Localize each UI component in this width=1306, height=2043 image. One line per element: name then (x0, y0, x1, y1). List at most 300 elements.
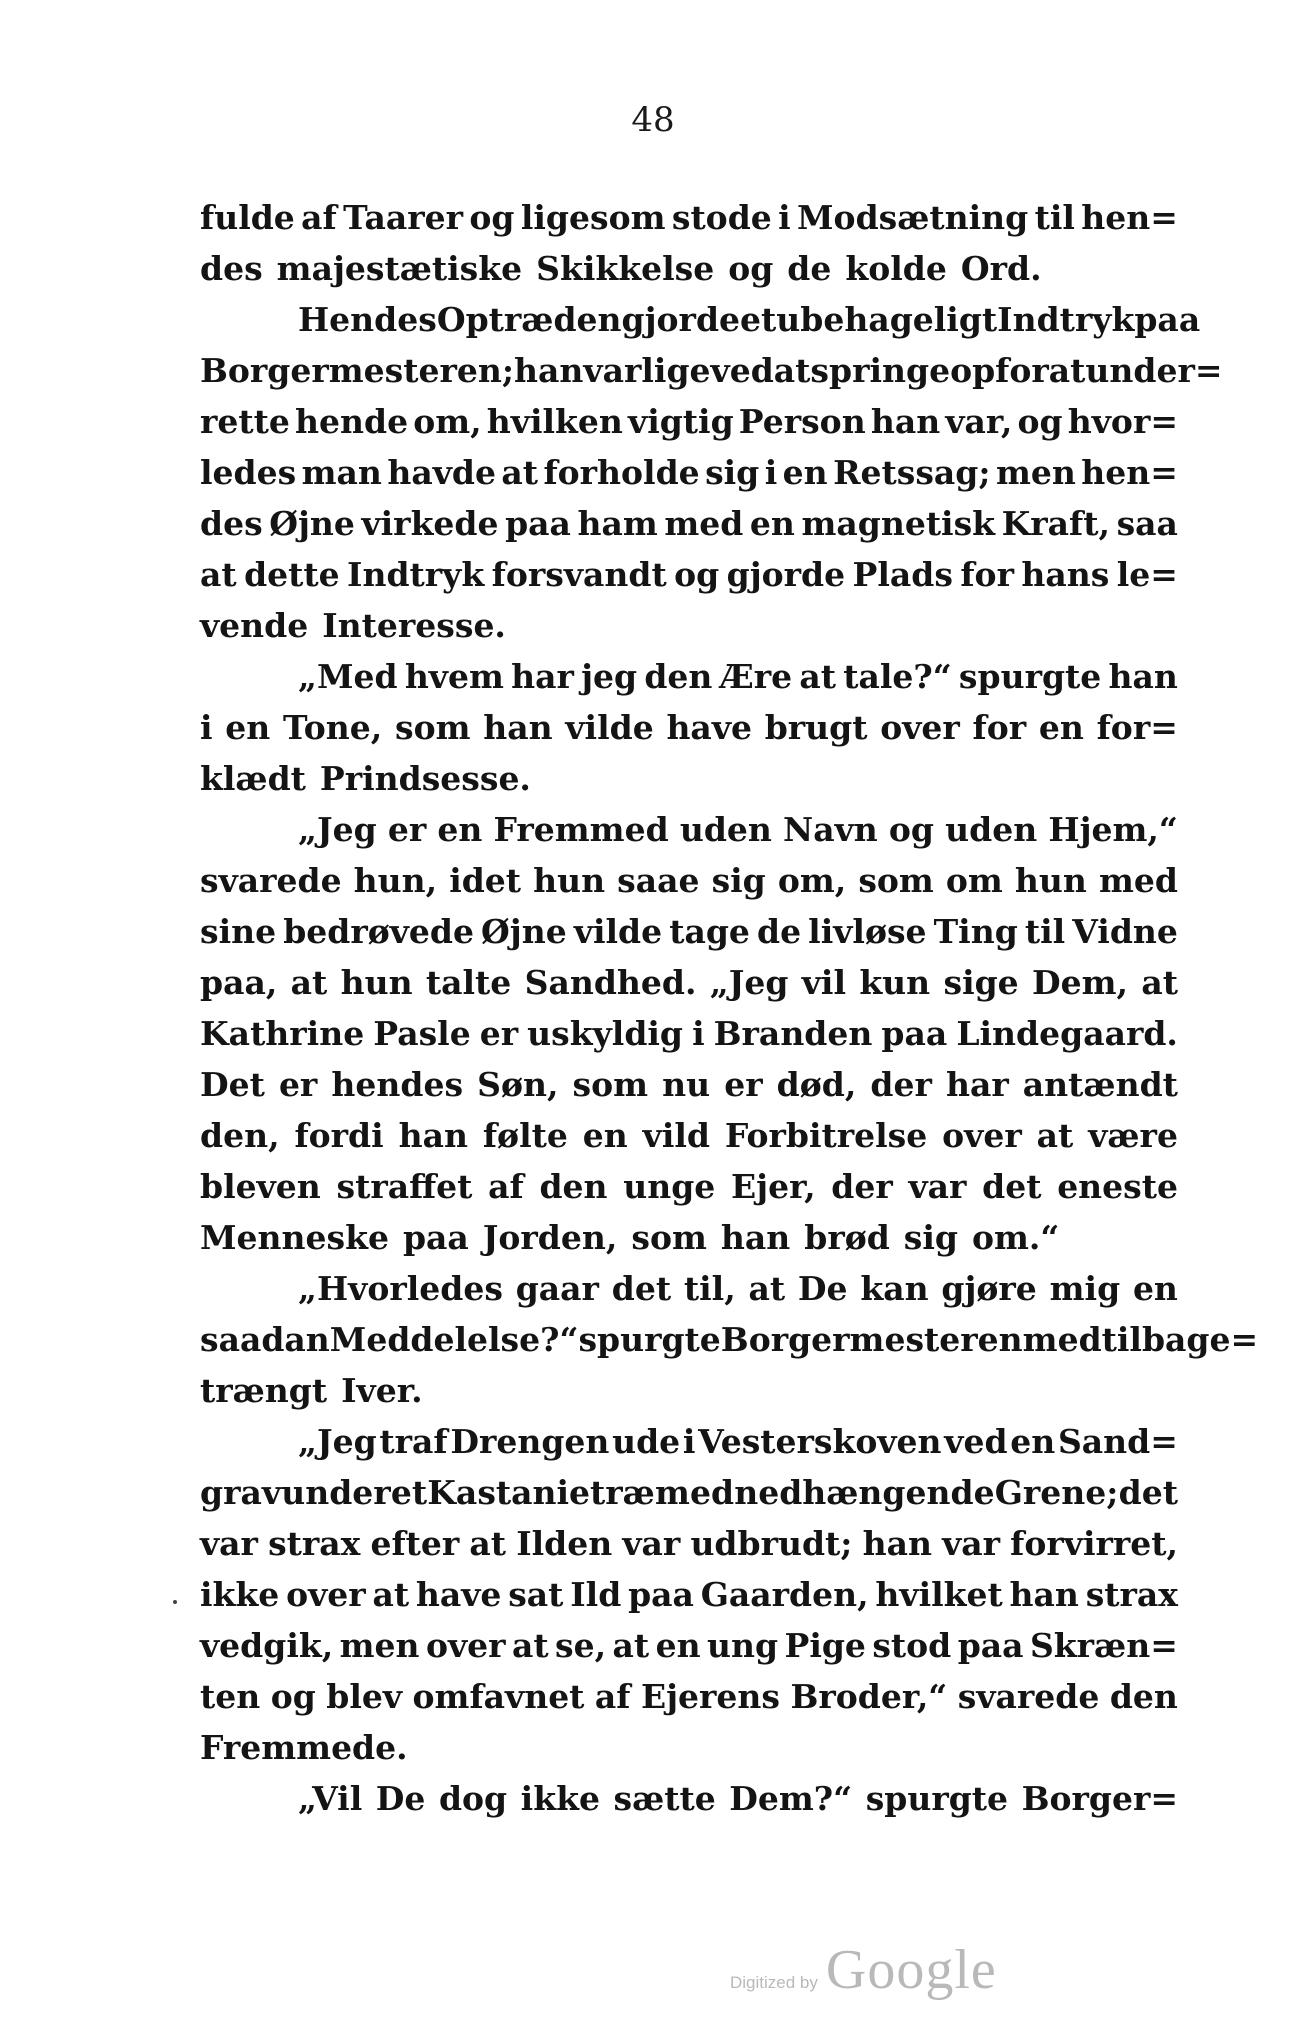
text-line (200, 1008, 1178, 1059)
word: til, (683, 1269, 736, 1308)
word: han (1009, 1575, 1079, 1614)
word: Taarer (343, 198, 464, 237)
word: sine (200, 912, 277, 951)
word: Kastanietræ (427, 1473, 655, 1512)
word: havde (387, 453, 496, 492)
word: hvilket (875, 1575, 1003, 1614)
word: at (200, 555, 237, 594)
word: at (1048, 351, 1086, 390)
word: om, (413, 402, 482, 441)
word: Indtryk (347, 555, 485, 594)
word: spurgte (865, 1779, 1009, 1818)
word: Person (738, 402, 866, 441)
word: Øjne (481, 912, 567, 951)
word: dog (438, 1779, 508, 1818)
word: Ære (719, 657, 793, 696)
text-line (200, 294, 1201, 345)
word: Skræn= (1029, 1626, 1178, 1665)
word: saadan (200, 1320, 330, 1359)
word: Interesse. (322, 606, 506, 645)
word: Drengen (450, 1422, 610, 1461)
text-line (200, 702, 1178, 753)
word: gaar (515, 1269, 599, 1308)
word: sige (943, 963, 1019, 1002)
word: at (511, 1626, 549, 1665)
word: at (1036, 1116, 1074, 1155)
word: eneste (1057, 1167, 1178, 1206)
text-line (200, 651, 1178, 702)
word: at (1141, 963, 1178, 1002)
word: ved (944, 1422, 1008, 1461)
word: Navn (783, 810, 878, 849)
word: han (483, 708, 553, 747)
word: straffet (336, 1167, 473, 1206)
word: „Jeg (709, 963, 789, 1002)
word: Lindegaard. (956, 1014, 1178, 1053)
word: kan (860, 1269, 929, 1308)
word: død, (776, 1065, 857, 1104)
word: Ting (933, 912, 1018, 951)
word: grav (200, 1473, 282, 1512)
word: Ild (570, 1575, 622, 1614)
word: Søn, (477, 1065, 559, 1104)
word: brugt (764, 708, 868, 747)
word: spurgte (578, 1320, 721, 1359)
word: „Vil (298, 1779, 363, 1818)
text-line (200, 1620, 1178, 1671)
word: vilde (565, 708, 654, 747)
text-line (200, 804, 1178, 855)
word: hun (1014, 861, 1087, 900)
word: uskyldig (527, 1014, 684, 1053)
word: ledes (200, 453, 297, 492)
word: Vesterskoven (698, 1422, 942, 1461)
word: fordi (294, 1116, 384, 1155)
text-line (200, 1314, 1259, 1365)
word: svarede (957, 1677, 1100, 1716)
word: paa (881, 1014, 948, 1053)
word: le= (1116, 555, 1178, 594)
word: der (831, 1167, 893, 1206)
word: Fremmede. (200, 1728, 408, 1767)
word: Pige (784, 1626, 866, 1665)
word: Branden (713, 1014, 873, 1053)
word: paa (505, 504, 571, 543)
word: en (782, 453, 828, 492)
word: Retssag; (833, 453, 991, 492)
word: stode (671, 198, 772, 237)
word: var, (945, 402, 1013, 441)
word: et (390, 1473, 428, 1512)
word: en (582, 1116, 628, 1155)
word: og (674, 555, 720, 594)
word: Jorden, (482, 1218, 618, 1257)
word: Iver. (341, 1371, 423, 1410)
word: om.“ (972, 1218, 1060, 1257)
text-line (200, 855, 1178, 906)
word: forholde (543, 453, 700, 492)
word: sig (705, 453, 760, 492)
word: gjøre (941, 1269, 1037, 1308)
word: Dem, (1031, 963, 1129, 1002)
page-number: 48 (631, 100, 675, 140)
word: nu (662, 1065, 711, 1104)
word: Menneske (200, 1218, 389, 1257)
word: Plads (852, 555, 953, 594)
digitization-watermark (730, 1938, 997, 2002)
word: „Jeg (298, 810, 377, 849)
word: Modsætning (797, 198, 1029, 237)
word: kun (859, 963, 931, 1002)
word: hen= (1081, 198, 1178, 237)
word: springe (810, 351, 951, 390)
word: følte (482, 1116, 568, 1155)
word: se, (555, 1626, 607, 1665)
text-line (200, 243, 1178, 294)
word: Pasle (373, 1014, 471, 1053)
text-line (200, 1263, 1178, 1314)
word: hun, (353, 861, 438, 900)
word: er (479, 1014, 519, 1053)
word: Sand= (1057, 1422, 1178, 1461)
word: under= (1085, 351, 1223, 390)
word: Kathrine (200, 1014, 365, 1053)
word: at (748, 1269, 786, 1308)
word: De (375, 1779, 426, 1818)
word: des (200, 504, 263, 543)
word: efter (370, 1524, 460, 1563)
word: over (286, 1575, 366, 1614)
word: Borgermesteren; (200, 351, 515, 390)
word: hvem (404, 657, 504, 696)
word: Øjne (269, 504, 355, 543)
text-line (200, 1671, 1178, 1722)
word: af (301, 198, 337, 237)
word: ikke (520, 1779, 600, 1818)
word: i (692, 1014, 705, 1053)
word: den, (200, 1116, 280, 1155)
body-text (200, 192, 1259, 1824)
word: paa (628, 1575, 694, 1614)
word: med (655, 1473, 735, 1512)
word: De (797, 1269, 848, 1308)
word: var (583, 351, 642, 390)
word: nedhængende (734, 1473, 995, 1512)
word: de (757, 912, 802, 951)
word: majestætiske (276, 249, 523, 288)
word: ikke (200, 1575, 280, 1614)
word: over (425, 1626, 506, 1665)
word: „Med (298, 657, 398, 696)
word: vende (200, 606, 309, 645)
word: var (200, 1524, 258, 1563)
word: paa (1134, 300, 1201, 339)
word: om, (777, 861, 847, 900)
word: hun (533, 861, 606, 900)
margin-speck (173, 1600, 177, 1604)
word: sig (711, 861, 766, 900)
word: at (612, 1626, 650, 1665)
text-line (200, 549, 1178, 600)
word: omfavnet (412, 1677, 585, 1716)
word: brød (804, 1218, 890, 1257)
word: ude (612, 1422, 681, 1461)
word: antændt (1022, 1065, 1178, 1104)
word: ung (707, 1626, 779, 1665)
text-line (200, 1212, 1178, 1263)
word: det (611, 1269, 672, 1308)
word: talte (425, 963, 512, 1002)
word: for (960, 555, 1014, 594)
word: af (594, 1677, 631, 1716)
word: vil (801, 963, 846, 1002)
word: for (995, 351, 1049, 390)
word: en (1038, 708, 1084, 747)
word: Hendes (298, 300, 437, 339)
word: med (1022, 1320, 1102, 1359)
word: man (301, 453, 382, 492)
word: rette (200, 402, 290, 441)
word: i (764, 453, 778, 492)
word: Sandhed. (524, 963, 697, 1002)
word: under (281, 1473, 391, 1512)
word: som (631, 1218, 707, 1257)
word: des (200, 249, 263, 288)
word: Tone, (283, 708, 383, 747)
word: paa (402, 1218, 469, 1257)
word: men (339, 1626, 420, 1665)
text-line (200, 753, 1178, 804)
word: som (858, 861, 934, 900)
word: have (415, 1575, 502, 1614)
text-line (200, 192, 1178, 243)
word: forvirret, (1010, 1524, 1178, 1563)
word: ligesom (520, 198, 666, 237)
word: og (888, 810, 935, 849)
word: stod (872, 1626, 952, 1665)
word: med (1098, 861, 1178, 900)
word: i (200, 708, 213, 747)
word: op (950, 351, 996, 390)
word: lige (641, 351, 711, 390)
word: med (664, 504, 744, 543)
word: men (995, 453, 1076, 492)
word: og (728, 249, 774, 288)
word: gjorde (726, 555, 846, 594)
word: Borger= (1021, 1779, 1178, 1818)
word: Optræden (436, 300, 622, 339)
text-line (200, 1467, 1178, 1518)
word: Fremmed (493, 810, 669, 849)
word: forsvandt (491, 555, 667, 594)
word: „Hvorledes (298, 1269, 503, 1308)
word: have (666, 708, 752, 747)
word: han (862, 1524, 932, 1563)
word: livløse (808, 912, 927, 951)
word: mig (1049, 1269, 1121, 1308)
word: var (908, 1167, 967, 1206)
text-line (200, 906, 1178, 957)
word: han (514, 351, 584, 390)
word: Vidne (1072, 912, 1178, 951)
word: Ejer, (731, 1167, 816, 1206)
word: Ejerens (640, 1677, 780, 1716)
word: han (870, 402, 941, 441)
word: en (225, 708, 271, 747)
word: sig (903, 1218, 958, 1257)
word: til (1034, 198, 1075, 237)
word: om (945, 861, 1003, 900)
word: Kraft, (1001, 504, 1110, 543)
text-line (200, 1722, 1178, 1773)
word: og (1017, 402, 1063, 441)
word: en (1132, 1269, 1178, 1308)
word: vilde (573, 912, 663, 951)
word: at (290, 963, 328, 1002)
word: paa (957, 1626, 1024, 1665)
word: sætte (613, 1779, 716, 1818)
word: Gaarden, (700, 1575, 869, 1614)
word: ved (710, 351, 774, 390)
word: til (1024, 912, 1066, 951)
text-line (200, 447, 1178, 498)
word: Indtryk (997, 300, 1135, 339)
word: fulde (200, 198, 295, 237)
word: for= (1096, 708, 1178, 747)
word: jeg (581, 657, 638, 696)
word: en (437, 810, 483, 849)
word: et (740, 300, 777, 339)
word: over (942, 1116, 1022, 1155)
word: kolde (845, 249, 947, 288)
word: ten (200, 1677, 261, 1716)
word: paa, (200, 963, 278, 1002)
word: Prindsesse. (319, 759, 531, 798)
word: var (942, 1524, 1001, 1563)
word: strax (268, 1524, 361, 1563)
word: det (982, 1167, 1042, 1206)
word: tale?“ (843, 657, 952, 696)
word: saa (1116, 504, 1178, 543)
word: i (682, 1422, 696, 1461)
word: virkede (361, 504, 499, 543)
word: Hjem,“ (1048, 810, 1178, 849)
word: trængt (200, 1371, 328, 1410)
word: at (799, 657, 836, 696)
word: er (387, 810, 427, 849)
word: hende (295, 402, 409, 441)
word: de (787, 249, 832, 288)
text-line (200, 498, 1178, 549)
word: klædt (200, 759, 306, 798)
word: traf (379, 1422, 448, 1461)
word: en (655, 1626, 701, 1665)
word: som (572, 1065, 649, 1104)
watermark-caption: Digitized by (730, 1973, 818, 1992)
word: uden (945, 810, 1038, 849)
word: sat (508, 1575, 564, 1614)
word: at (773, 351, 811, 390)
text-line (200, 1161, 1178, 1212)
word: uden (679, 810, 772, 849)
word: for (972, 708, 1027, 747)
word: var (622, 1524, 681, 1563)
word: dette (244, 555, 340, 594)
word: hendes (331, 1065, 464, 1104)
text-line (200, 1416, 1178, 1467)
word: Skikkelse (536, 249, 715, 288)
text-line (200, 345, 1223, 396)
word: at (469, 1524, 507, 1563)
word: udbrudt; (690, 1524, 853, 1563)
word: Ord. (960, 249, 1042, 288)
text-line (200, 1365, 1178, 1416)
word: og (469, 198, 515, 237)
word: Borgermesteren (720, 1320, 1023, 1359)
word: hun (340, 963, 413, 1002)
word: ubehageligt (776, 300, 998, 339)
word: har (511, 657, 574, 696)
word: Grene; (994, 1473, 1119, 1512)
text-line (200, 1059, 1178, 1110)
word: bleven (200, 1167, 321, 1206)
word: Forbitrelse (724, 1116, 928, 1155)
word: den (644, 657, 713, 696)
word: der (870, 1065, 932, 1104)
word: „Jeg (298, 1422, 377, 1461)
text-line (200, 1773, 1178, 1824)
word: en (1010, 1422, 1056, 1461)
word: bedrøvede (283, 912, 474, 951)
word: og (270, 1677, 316, 1716)
text-line (200, 1110, 1178, 1161)
word: en (749, 504, 795, 543)
text-line (200, 957, 1178, 1008)
word: hvor= (1067, 402, 1178, 441)
word: hvilken (486, 402, 623, 441)
word: vigtig (628, 402, 734, 441)
word: magnetisk (801, 504, 996, 543)
word: svarede (200, 861, 342, 900)
word: af (488, 1167, 524, 1206)
word: at (372, 1575, 410, 1614)
word: hen= (1081, 453, 1178, 492)
text-line (200, 600, 1178, 651)
word: være (1088, 1116, 1178, 1155)
word: blev (326, 1677, 403, 1716)
word: Broder,“ (790, 1677, 948, 1716)
word: gjorde (621, 300, 741, 339)
word: hans (1021, 555, 1110, 594)
word: han (720, 1218, 791, 1257)
word: idet (449, 861, 522, 900)
word: det (1118, 1473, 1178, 1512)
word: er (724, 1065, 763, 1104)
word: er (278, 1065, 318, 1104)
word: vedgik, (200, 1626, 334, 1665)
word: den (539, 1167, 608, 1206)
word: ham (577, 504, 658, 543)
word: Dem?“ (729, 1779, 853, 1818)
word: saae (617, 861, 700, 900)
word: vild (642, 1116, 710, 1155)
word: spurgte (958, 657, 1102, 696)
word: strax (1085, 1575, 1178, 1614)
word: Ilden (516, 1524, 613, 1563)
word: tilbage= (1101, 1320, 1259, 1359)
word: Meddelelse?“ (329, 1320, 579, 1359)
word: i (778, 198, 791, 237)
